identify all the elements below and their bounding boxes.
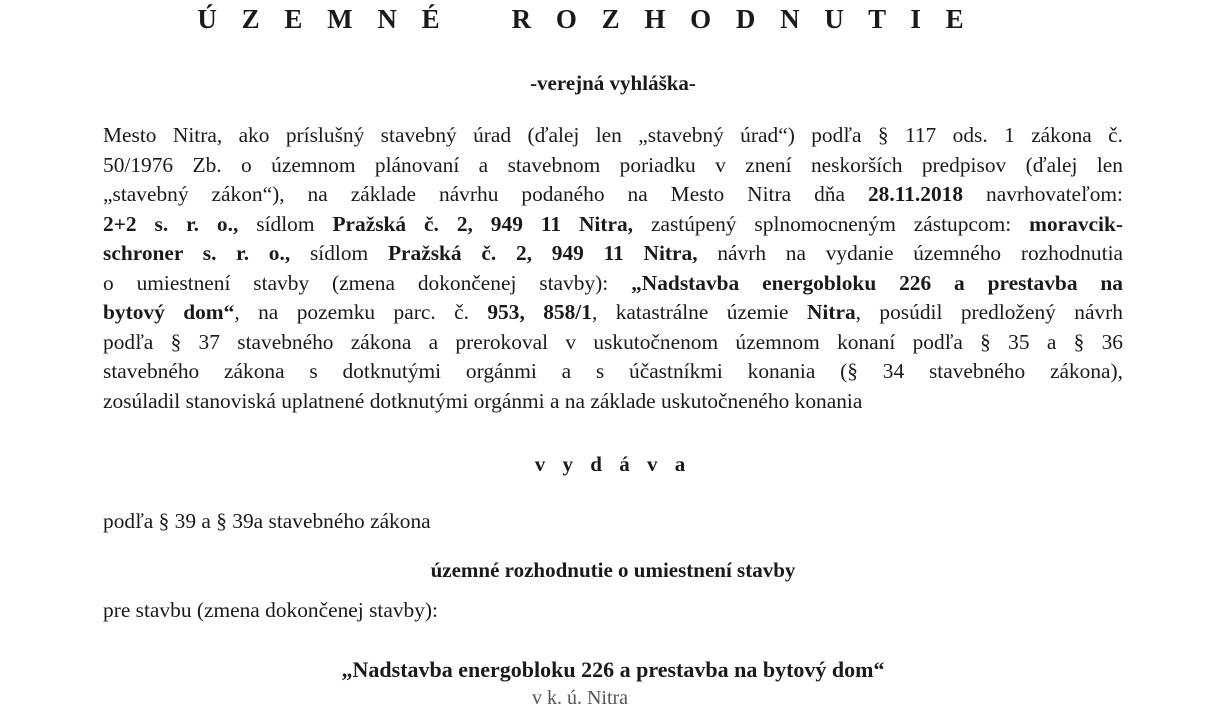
intro-line — [103, 298, 1123, 328]
bold-text: Pražská č. 2, 949 11 Nitra, — [332, 211, 634, 236]
bold-text: 2+2 s. r. o., — [103, 211, 239, 236]
intro-line — [103, 328, 1123, 358]
issues-heading: v y d á v a — [534, 452, 692, 476]
text-run: zosúladil stanoviská uplatnené dotknutými orgánmi a na základe uskutočneného konania — [103, 388, 863, 413]
decision-heading: územné rozhodnutie o umiestnení stavby — [430, 558, 796, 582]
bold-text: 28.11.2018 — [867, 182, 964, 206]
text-run: zastúpený splnomocneným zástupcom: — [633, 211, 1030, 236]
building-intro-text: pre stavbu (zmena dokončenej stavby): — [103, 598, 439, 622]
intro-line — [103, 239, 1123, 269]
bold-text: moravcik- — [1029, 211, 1123, 236]
text-run: návrh na vydanie územného rozhodnutia — [697, 241, 1124, 265]
bold-text: bytový dom“ — [103, 300, 235, 324]
text-run: , katastrálne územie — [591, 300, 807, 324]
intro-line — [103, 180, 1123, 210]
intro-line — [103, 357, 1123, 387]
document-title: Ú Z E M N É R O Z H O D N U T I E — [197, 4, 973, 34]
legal-basis-text: podľa § 39 a § 39a stavebného zákona — [103, 509, 431, 533]
text-run: , posúdil predložený návrh — [855, 300, 1123, 324]
bold-text: schroner s. r. o., — [103, 241, 291, 265]
text-run: sídlom — [238, 211, 333, 236]
text-run: Mesto Nitra, ako príslušný stavebný úrad (ďalej len „stavebný úrad“) podľa § 117 ods. 1 zákona č. — [103, 123, 1123, 147]
bold-text: „Nadstavba energobloku 226 a prestavba na — [631, 270, 1123, 295]
cutoff-line: v k. ú. Nitra — [531, 687, 629, 709]
text-run: 50/1976 Zb. o územnom plánovaní a stavebnom poriadku v znení neskorších predpisov (ďalej len — [103, 152, 1123, 177]
intro-line — [103, 151, 1123, 181]
building-name: „Nadstavba energobloku 226 a prestavba na bytový dom“ — [341, 657, 885, 682]
intro-line — [103, 210, 1123, 240]
text-run: sídlom — [290, 241, 388, 265]
intro-paragraph — [103, 121, 1123, 416]
bold-text: Pražská č. 2, 949 11 Nitra, — [387, 241, 698, 265]
text-run: navrhovateľom: — [963, 182, 1124, 206]
intro-line — [103, 269, 1123, 299]
intro-line — [103, 121, 1123, 151]
text-run: „stavebný zákon“), na základe návrhu podaného na Mesto Nitra dňa — [103, 182, 868, 206]
bold-text: Nitra — [806, 300, 856, 324]
public-notice-subtitle: -verejná vyhláška- — [530, 71, 696, 95]
text-run: , na pozemku parc. č. — [234, 300, 488, 324]
text-run: podľa § 37 stavebného zákona a prerokoval v uskutočnenom územnom konaní podľa § 35 a § 36 — [103, 329, 1123, 354]
intro-line — [103, 387, 1123, 417]
bold-text: 953, 858/1 — [487, 300, 592, 324]
text-run: stavebného zákona s dotknutými orgánmi a s účastníkmi konania (§ 34 stavebného zákona), — [103, 359, 1123, 383]
text-run: o umiestnení stavby (zmena dokončenej stavby): — [103, 270, 632, 295]
